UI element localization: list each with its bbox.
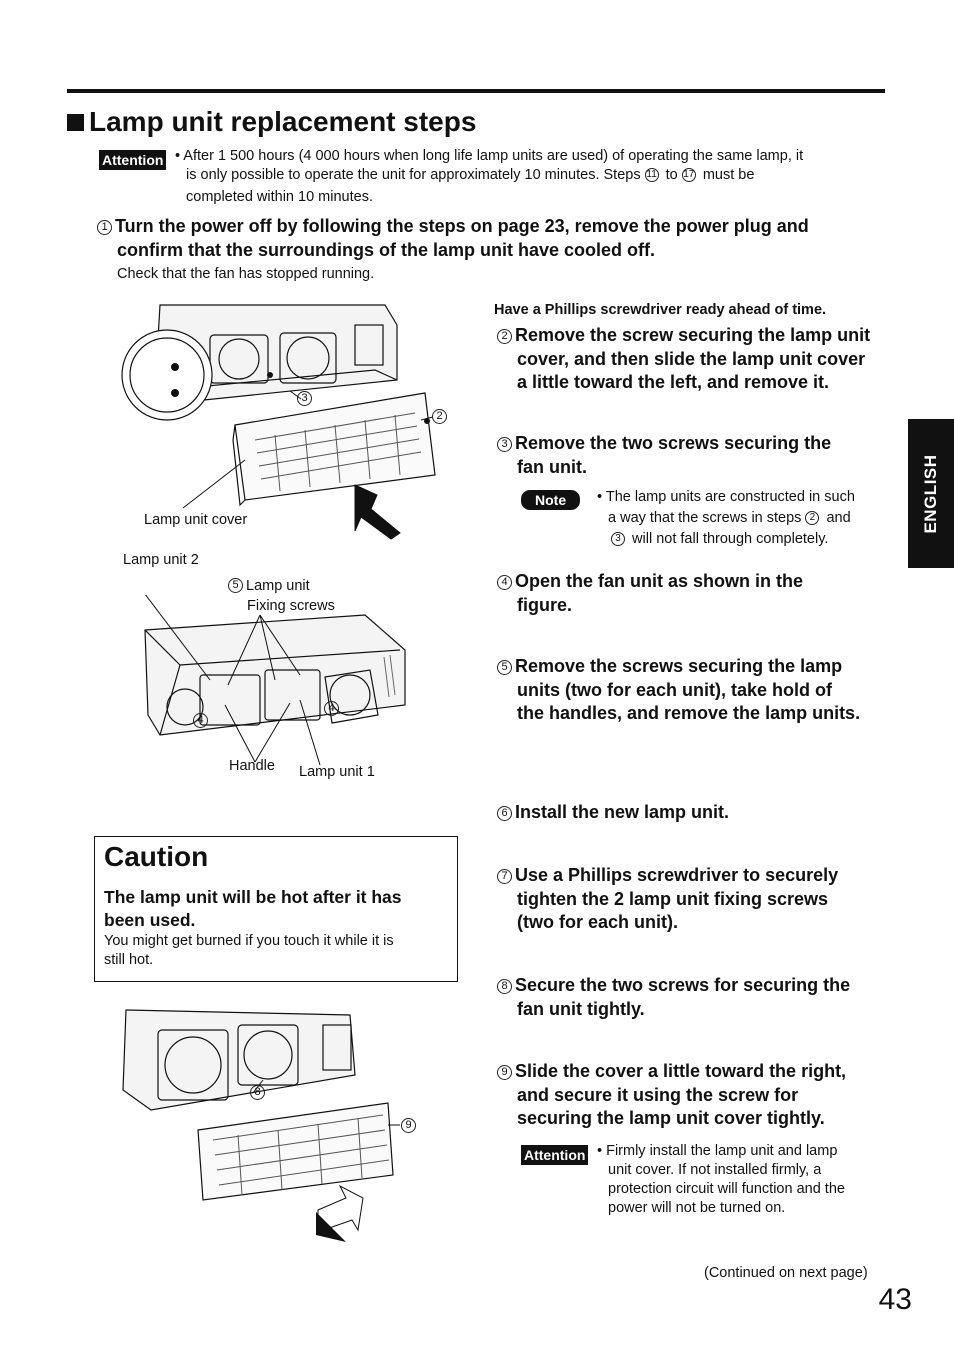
attention-badge: Attention <box>99 150 166 170</box>
step-5: 5 Remove the screws securing the lamp units (two for each unit), take hold of the handles, and remove the lamp units. <box>497 655 860 726</box>
attention-text <box>175 147 885 207</box>
figure-cover-removal <box>115 295 465 545</box>
note-badge: Note <box>521 490 580 510</box>
figure-callout: 4 <box>324 701 339 716</box>
step-2: 2 Remove the screw securing the lamp unit cover, and then slide the lamp unit cover a little toward the left, and remove it. <box>497 324 870 395</box>
prep-note: Have a Phillips screwdriver ready ahead of time. <box>494 302 827 318</box>
square-bullet-icon <box>67 114 84 131</box>
language-tab: ENGLISH <box>908 419 954 568</box>
figure-label-screws: 5 Lamp unit Fixing screws <box>228 576 335 616</box>
caution-box <box>94 836 458 982</box>
figure-callout: 9 <box>401 1118 416 1133</box>
figure-label: Lamp unit 2 <box>123 552 199 568</box>
step-number-badge: 1 <box>97 220 112 235</box>
attention-2-text: • Firmly install the lamp unit and lamp unit cover. If not installed firmly, a protection circuit will function and the power will not be turned on. <box>597 1143 845 1216</box>
figure-label: Handle <box>229 758 275 774</box>
step-8: 8 Secure the two screws for securing the fan unit tightly. <box>497 974 850 1021</box>
section-title <box>67 106 476 138</box>
step-number-badge: 11 <box>646 169 657 180</box>
step-number-badge: 17 <box>683 169 695 180</box>
figure-callout: 4 <box>193 713 208 728</box>
caution-text: You might get burned if you touch it while it is still hot. <box>104 933 394 968</box>
step-3: 3 Remove the two screws securing the fan unit. <box>497 432 831 479</box>
figure-cover-install <box>118 1000 418 1245</box>
figure-label: Lamp unit cover <box>144 512 248 528</box>
figure-callout: 2 <box>432 409 447 424</box>
step-6: 6 Install the new lamp unit. <box>497 801 729 825</box>
section-title-text: Lamp unit replacement steps <box>89 106 477 137</box>
step-1: 1 Turn the power off by following the steps on page 23, remove the power plug and confirm that the surroundings of the lamp unit have cooled off. <box>97 215 887 262</box>
step-1-note: Check that the fan has stopped running. <box>117 266 375 282</box>
attention-line: is only possible to operate the unit for approximately 10 minutes. Steps 11 to 17 must be <box>186 167 755 183</box>
caution-heading: The lamp unit will be hot after it has been used. <box>104 887 402 930</box>
caution-title: Caution <box>104 841 209 872</box>
figure-lamp-units <box>140 595 420 770</box>
figure-callout: 3 <box>297 391 312 406</box>
attention-line: completed within 10 minutes. <box>186 189 373 205</box>
figure-label: Lamp unit 1 <box>299 764 375 780</box>
step-9: 9 Slide the cover a little toward the right, and secure it using the screw for securing the lamp unit cover tightly. <box>497 1060 846 1131</box>
figure-callout: 8 <box>250 1085 265 1100</box>
note-text: • The lamp units are constructed in such a way that the screws in steps 2 and 3 will not fall through completely. <box>597 489 855 547</box>
step-7: 7 Use a Phillips screwdriver to securely tighten the 2 lamp unit fixing screws (two for each unit). <box>497 864 838 935</box>
continued-note: (Continued on next page) <box>704 1265 868 1281</box>
step-4: 4 Open the fan unit as shown in the figure. <box>497 570 803 617</box>
header-rule <box>67 89 885 93</box>
attention-badge-2: Attention <box>521 1145 588 1165</box>
page-number: 43 <box>878 1283 912 1316</box>
attention-line: • After 1 500 hours (4 000 hours when long life lamp units are used) of operating the same lamp, it <box>175 148 804 164</box>
